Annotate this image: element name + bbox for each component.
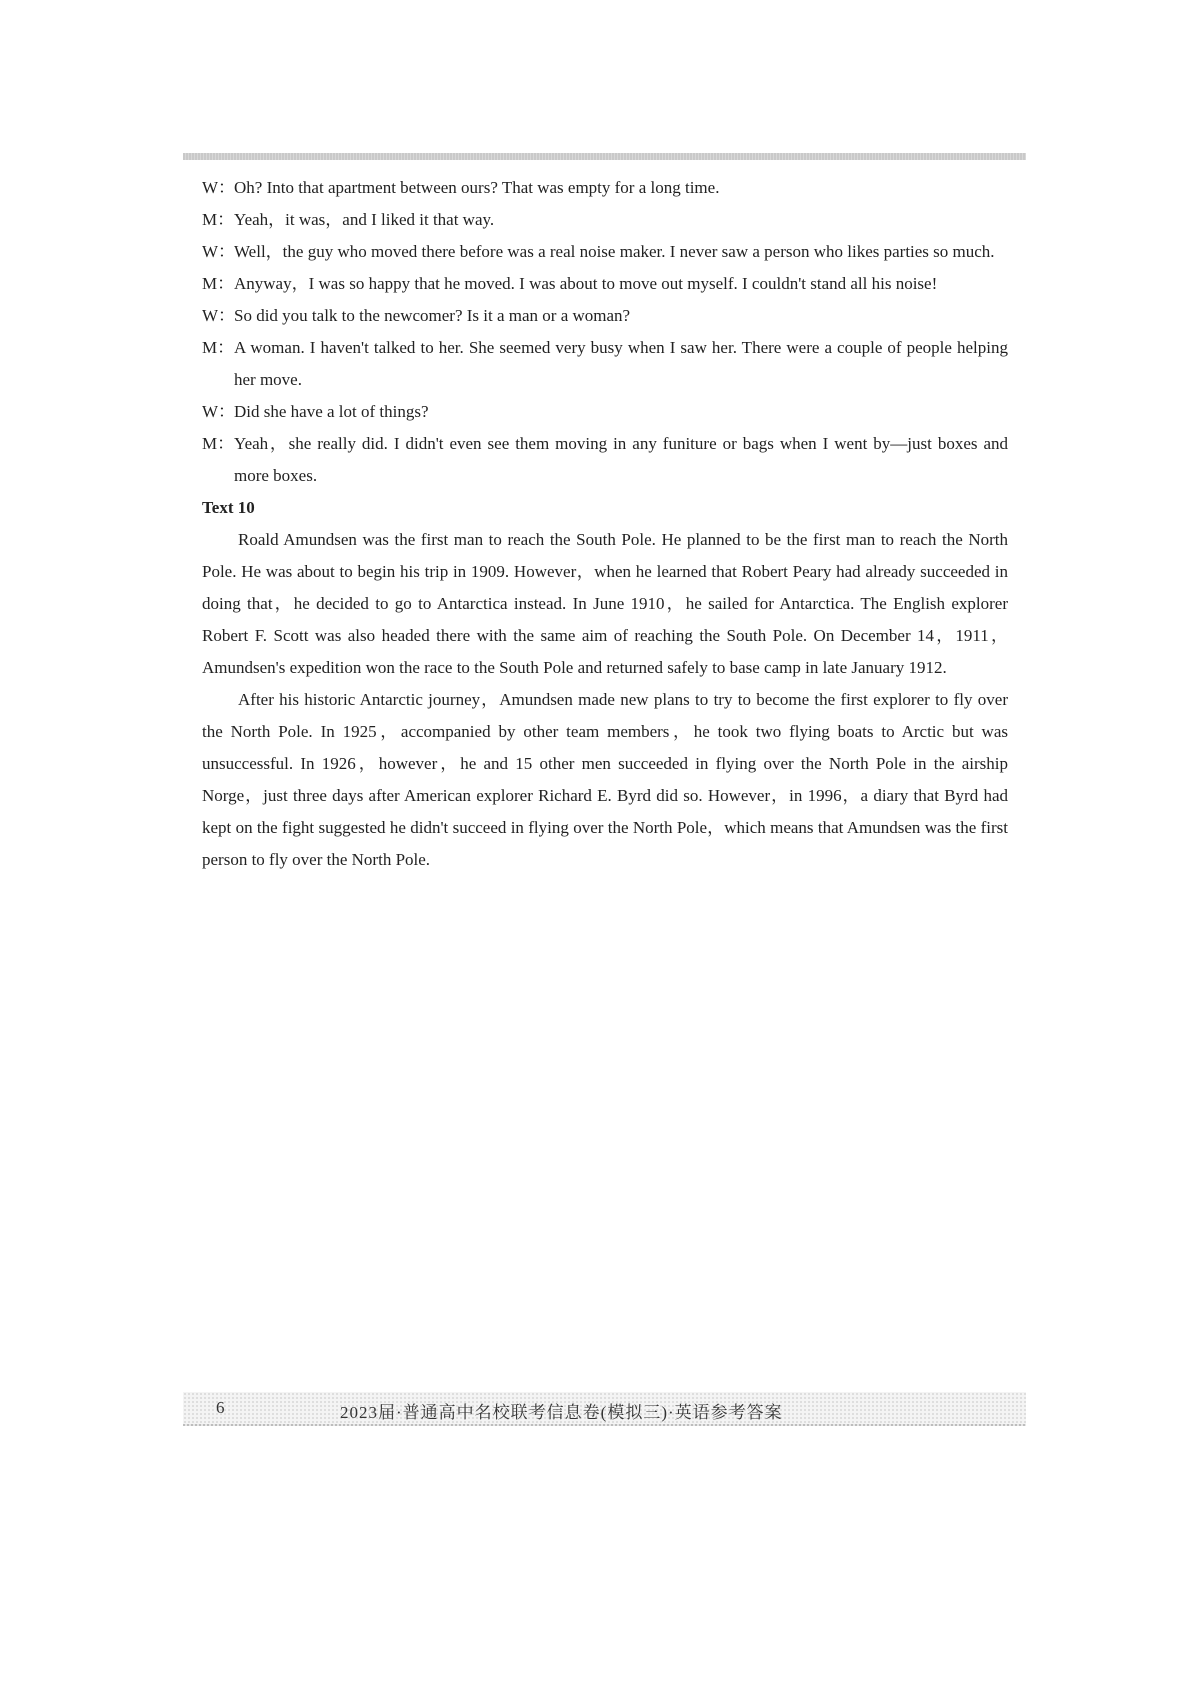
dialogue-text: Well，the guy who moved there before was a real noise maker. I never saw a person who likes parties so much. (234, 242, 995, 261)
speaker-label: W： (202, 306, 236, 325)
speaker-label: W： (202, 178, 236, 197)
speaker-label: M： (202, 338, 235, 357)
paragraph: After his historic Antarctic journey，Amundsen made new plans to try to become the first explorer to fly over the North Pole. In 1925，accompanied by other team members，he took two flying boats to Arctic but was unsuccessful. In 1926，however，he and 15 other men succeeded in flying over the North Pole in the airship Norge，just three days after American explorer Richard E. Byrd did so. However，in 1996，a diary that Byrd had kept on the fight suggested he didn't succeed in flying over the North Pole，which means that Amundsen was the first person to fly over the North Pole. (202, 690, 1008, 869)
dialogue-line (202, 332, 1008, 396)
footer-rule (183, 1424, 1026, 1426)
dialogue-line (202, 268, 1008, 300)
paragraph: Roald Amundsen was the first man to reach the South Pole. He planned to be the first man to reach the North Pole. He was about to begin his trip in 1909. However，when he learned that Robert Peary had already succeeded in doing that，he decided to go to Antarctica instead. In June 1910，he sailed for Antarctica. The English explorer Robert F. Scott was also headed there with the same aim of reaching the South Pole. On December 14，1911，Amundsen's expedition won the race to the South Pole and returned safely to base camp in late January 1912. (202, 530, 1008, 677)
dialogue-text: A woman. I haven't talked to her. She seemed very busy when I saw her. There were a couple of people helping her move. (234, 338, 1008, 389)
dialogue-line (202, 236, 1008, 268)
dialogue-text: Yeah，it was，and I liked it that way. (234, 210, 495, 229)
dialogue-text: So did you talk to the newcomer? Is it a man or a woman? (234, 306, 631, 325)
dialogue-line (202, 428, 1008, 492)
dialogue-text: Oh? Into that apartment between ours? That was empty for a long time. (234, 178, 720, 197)
dialogue-text: Anyway，I was so happy that he moved. I was about to move out myself. I couldn't stand all his noise! (234, 274, 938, 293)
page-number: 6 (216, 1398, 225, 1417)
speaker-label: M： (202, 274, 235, 293)
top-rule (183, 153, 1026, 160)
dialogue-line (202, 300, 1008, 332)
dialogue-line (202, 172, 1008, 204)
section-heading: Text 10 (202, 498, 255, 517)
page-content (202, 172, 1008, 876)
speaker-label: W： (202, 242, 236, 261)
speaker-label: W： (202, 402, 236, 421)
dialogue-line (202, 204, 1008, 236)
speaker-label: M： (202, 210, 235, 229)
dialogue-line (202, 396, 1008, 428)
speaker-label: M： (202, 434, 235, 453)
footer-title: 2023届·普通高中名校联考信息卷(模拟三)·英语参考答案 (340, 1403, 783, 1422)
page-footer (183, 1392, 1026, 1426)
dialogue-text: Yeah，she really did. I didn't even see them moving in any funiture or bags when I went by—just boxes and more boxes. (234, 434, 1008, 485)
dialogue-text: Did she have a lot of things? (234, 402, 429, 421)
